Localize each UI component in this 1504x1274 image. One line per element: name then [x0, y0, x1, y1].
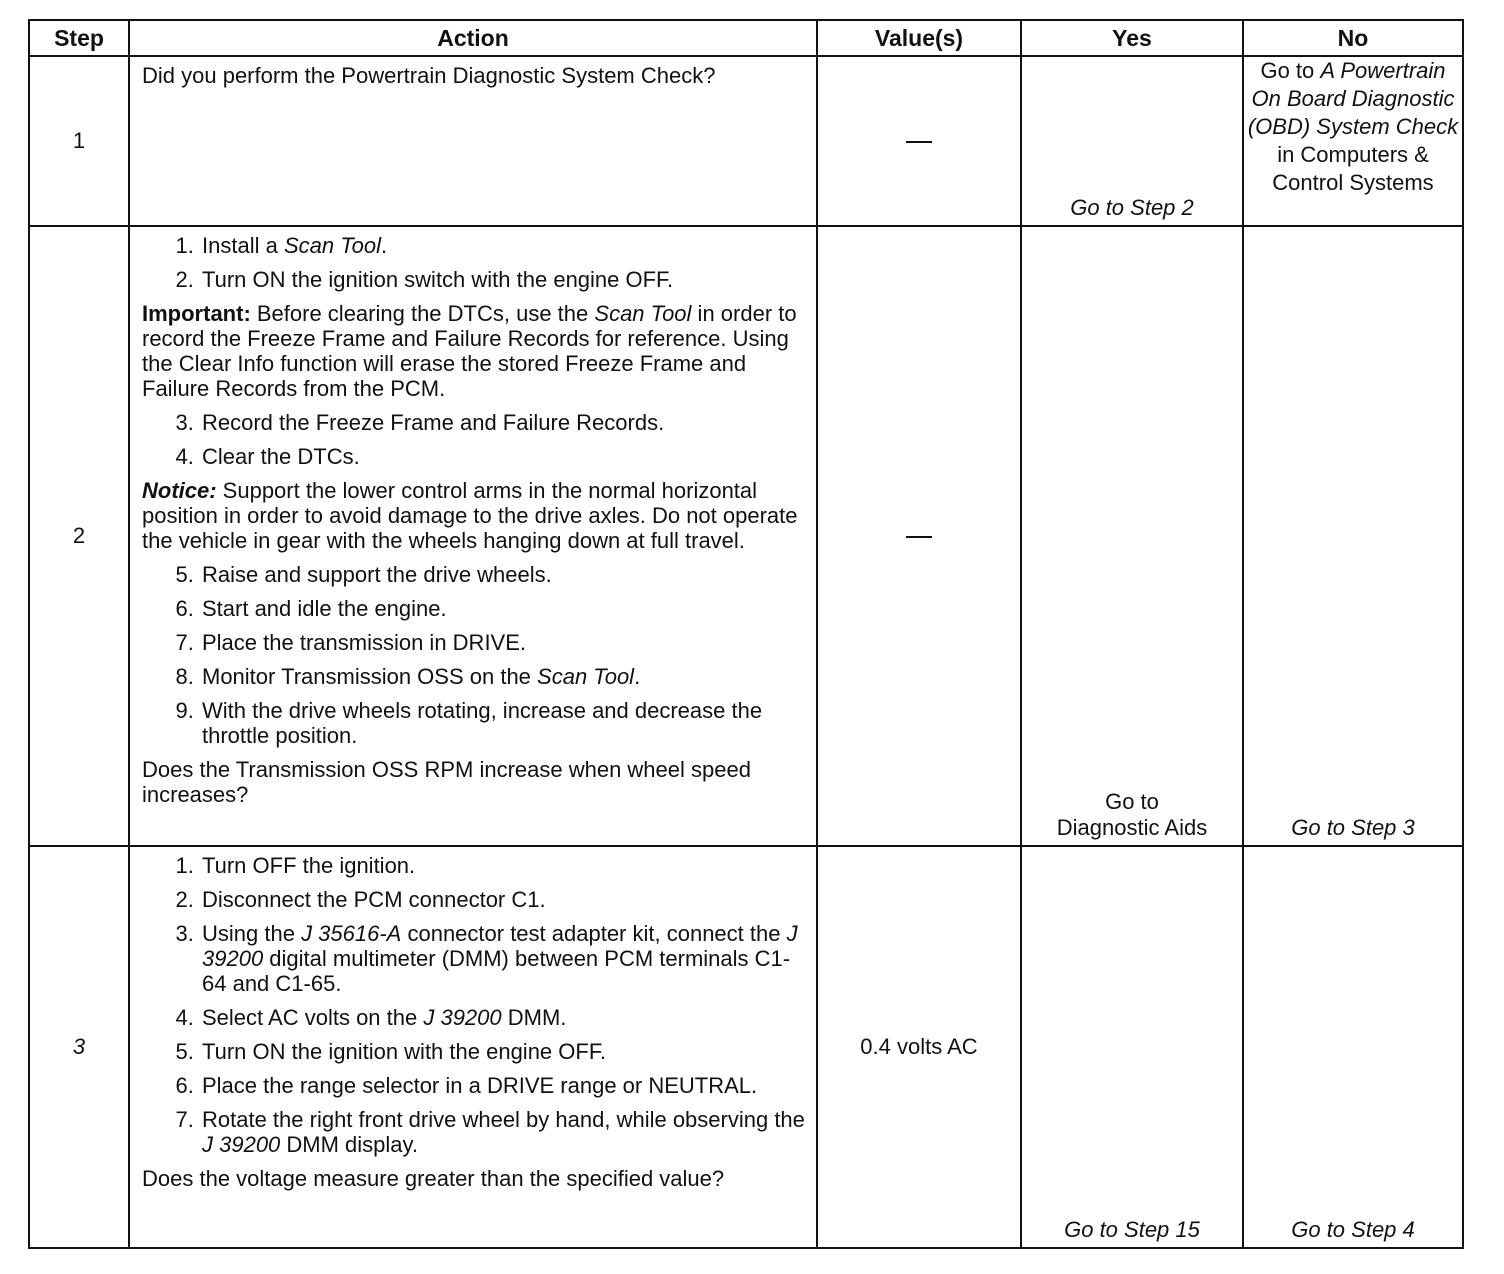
- yes-line: Go to: [1105, 789, 1159, 814]
- value-cell: [817, 226, 1021, 846]
- procedure-item: 2. Disconnect the PCM connector C1.: [200, 887, 806, 912]
- diagnostic-table: [28, 19, 1464, 1249]
- question-text: Does the Transmission OSS RPM increase when wheel speed increases?: [142, 757, 751, 807]
- procedure-item: 5. Raise and support the drive wheels.: [200, 562, 806, 587]
- procedure-item: 1. Install a Scan Tool.: [200, 233, 806, 258]
- procedure-item: 7. Rotate the right front drive wheel by hand, while observing the J 39200 DMM display.: [200, 1107, 806, 1157]
- procedure-list: [142, 410, 806, 469]
- value-cell: 0.4 volts AC: [817, 846, 1021, 1248]
- yes-cell: Go to Step 2: [1021, 56, 1243, 226]
- header-action: Action: [129, 20, 817, 56]
- header-step: Step: [29, 20, 129, 56]
- step-row-3: [29, 846, 1463, 1248]
- no-link-text: A Powertrain On Board Diagnostic (OBD) System Check: [1247, 58, 1459, 139]
- procedure-list: [142, 233, 806, 292]
- procedure-item: 6. Start and idle the engine.: [200, 596, 806, 621]
- important-note: Important: Before clearing the DTCs, use the Scan Tool in order to record the Freeze Frame and Failure Records for reference. Using the Clear Info function will erase the stored Freeze Frame and Failure Records from the PCM.: [142, 301, 797, 401]
- question-text: Did you perform the Powertrain Diagnostic System Check?: [142, 63, 716, 88]
- yes-cell: Go to Step 15: [1021, 846, 1243, 1248]
- procedure-item: 1. Turn OFF the ignition.: [200, 853, 806, 878]
- header-row: [29, 20, 1463, 56]
- procedure-item: 3. Using the J 35616-A connector test adapter kit, connect the J 39200 digital multimeter (DMM) between PCM terminals C1-64 and C1-65.: [200, 921, 806, 996]
- step-number: 2: [29, 226, 129, 846]
- procedure-item: 5. Turn ON the ignition with the engine OFF.: [200, 1039, 806, 1064]
- no-cell: [1243, 56, 1463, 226]
- header-no: No: [1243, 20, 1463, 56]
- step-row-1: [29, 56, 1463, 226]
- procedure-list: [142, 853, 806, 1157]
- no-cell: Go to Step 4: [1243, 846, 1463, 1248]
- no-cell: Go to Step 3: [1243, 226, 1463, 846]
- action-cell: [129, 56, 817, 226]
- procedure-item: 9. With the drive wheels rotating, increase and decrease the throttle position.: [200, 698, 806, 748]
- procedure-item: 4. Clear the DTCs.: [200, 444, 806, 469]
- procedure-item: 3. Record the Freeze Frame and Failure Records.: [200, 410, 806, 435]
- no-suffix: in Computers & Control Systems: [1272, 142, 1434, 195]
- no-prefix: Go to: [1260, 58, 1321, 83]
- yes-cell: [1021, 226, 1243, 846]
- step-number: 3: [29, 846, 129, 1248]
- action-cell: [129, 846, 817, 1248]
- question-text: Does the voltage measure greater than the specified value?: [142, 1166, 725, 1191]
- procedure-item: 8. Monitor Transmission OSS on the Scan Tool.: [200, 664, 806, 689]
- procedure-item: 7. Place the transmission in DRIVE.: [200, 630, 806, 655]
- step-number: 1: [29, 56, 129, 226]
- step-row-2: [29, 226, 1463, 846]
- action-cell: [129, 226, 817, 846]
- procedure-item: 2. Turn ON the ignition switch with the engine OFF.: [200, 267, 806, 292]
- value-cell: [817, 56, 1021, 226]
- procedure-list: [142, 562, 806, 748]
- dash-value: [906, 536, 932, 538]
- dash-value: [906, 141, 932, 143]
- notice-note: Notice: Support the lower control arms in the normal horizontal position in order to avoid damage to the drive axles. Do not operate the vehicle in gear with the wheels hanging down at full travel.: [142, 478, 798, 553]
- yes-line: Diagnostic Aids: [1056, 815, 1208, 840]
- procedure-item: 4. Select AC volts on the J 39200 DMM.: [200, 1005, 806, 1030]
- procedure-item: 6. Place the range selector in a DRIVE range or NEUTRAL.: [200, 1073, 806, 1098]
- header-values: Value(s): [817, 20, 1021, 56]
- header-yes: Yes: [1021, 20, 1243, 56]
